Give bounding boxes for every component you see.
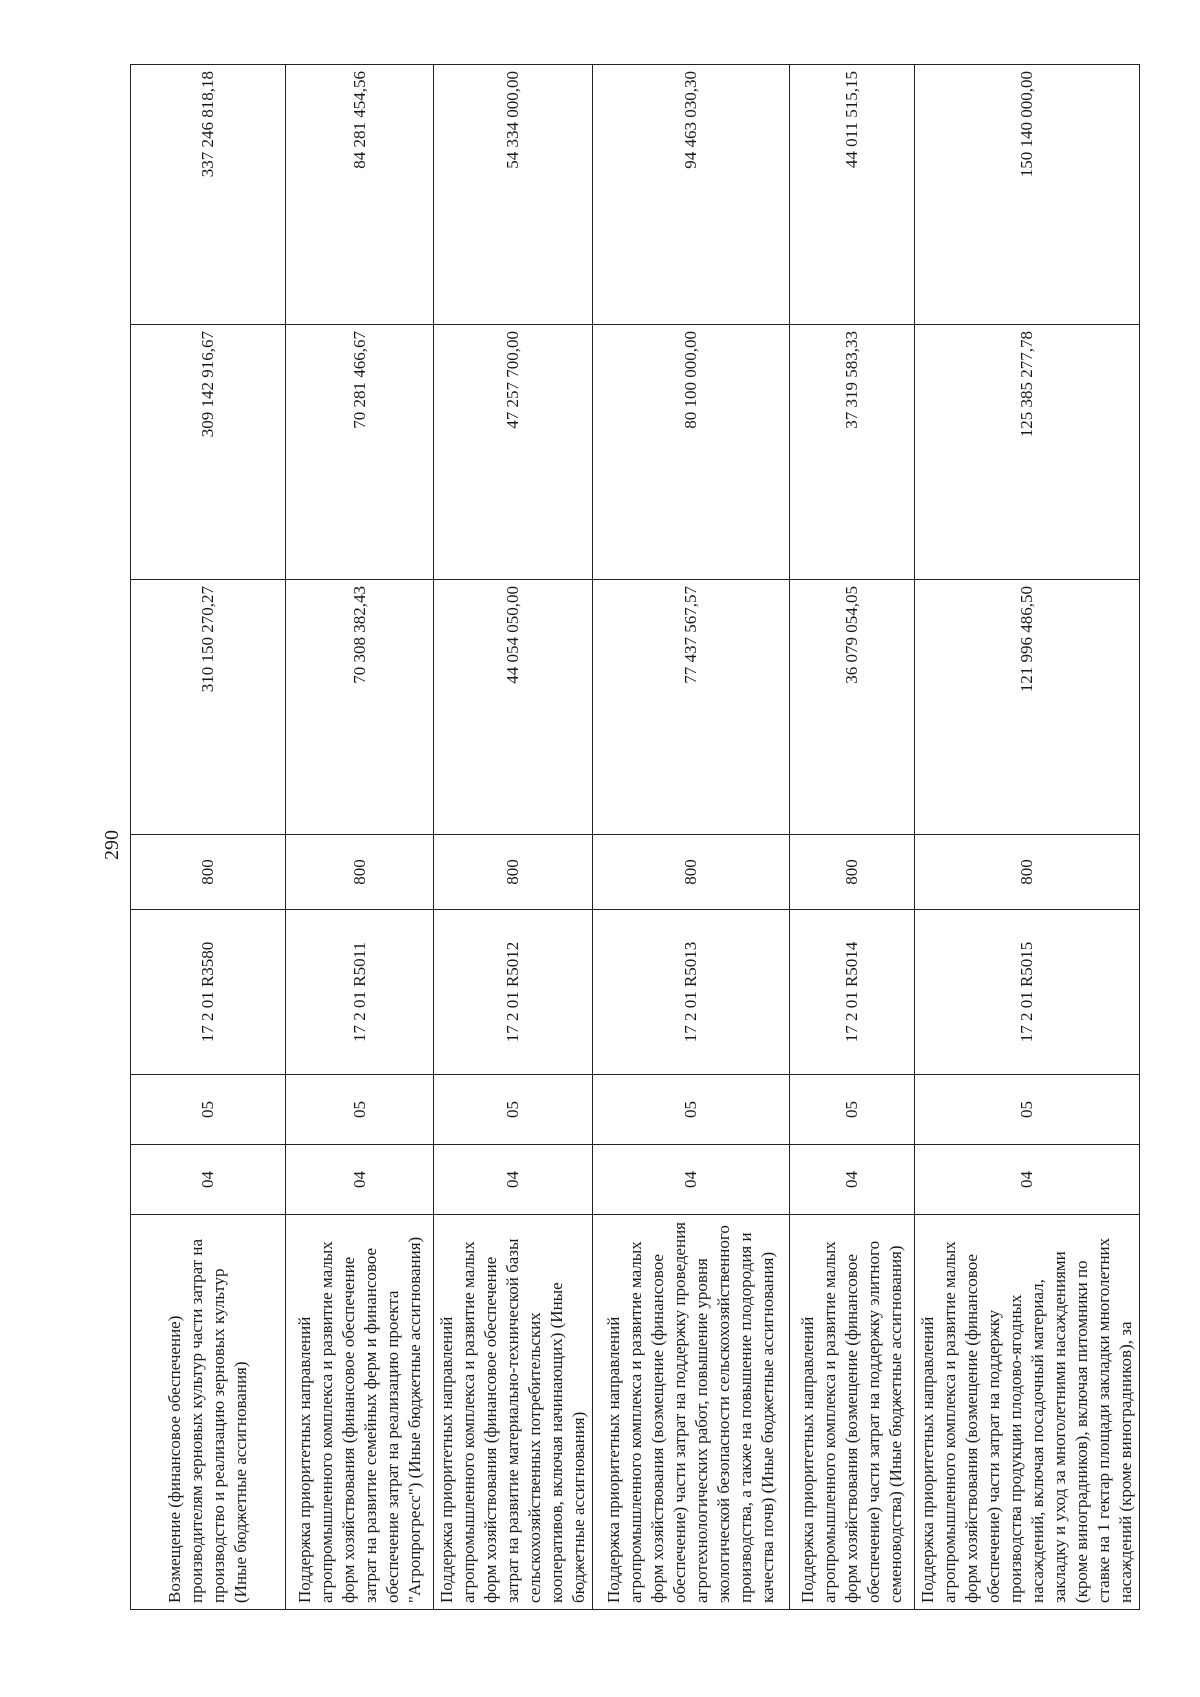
row-amount-1: 70 308 382,43 <box>286 580 434 835</box>
row-target-code: 17 2 01 R5013 <box>593 910 790 1075</box>
row-expense-type: 800 <box>790 835 915 910</box>
row-target-code: 17 2 01 R5015 <box>915 910 1140 1075</box>
row-amount-2: 309 142 916,67 <box>131 325 286 580</box>
row-section: 04 <box>434 1145 593 1215</box>
row-amount-2: 80 100 000,00 <box>593 325 790 580</box>
table-row <box>286 65 434 1610</box>
row-amount-3: 337 246 818,18 <box>131 65 286 325</box>
row-amount-3: 54 334 000,00 <box>434 65 593 325</box>
row-amount-3: 44 011 515,15 <box>790 65 915 325</box>
row-name: Поддержка приоритетных направлений агропромышленного комплекса и развитие малых форм хозяйствования (возмещение (финансовое обеспечение) части затрат на поддержку проведения агротехнологических работ, повышение уровня экологической безопасности сельскохозяйственного производства, а также на повышение плодородия и качества почв) (Иные бюджетные ассигнования) <box>593 1215 790 1610</box>
row-subsection: 05 <box>915 1075 1140 1145</box>
row-target-code: 17 2 01 R5012 <box>434 910 593 1075</box>
row-expense-type: 800 <box>286 835 434 910</box>
row-expense-type: 800 <box>593 835 790 910</box>
table-row <box>915 65 1140 1610</box>
row-subsection: 05 <box>593 1075 790 1145</box>
row-amount-2: 70 281 466,67 <box>286 325 434 580</box>
row-section: 04 <box>131 1145 286 1215</box>
rotated-table-wrapper <box>130 65 1135 1610</box>
table-row <box>593 65 790 1610</box>
budget-table <box>130 64 1140 1610</box>
row-section: 04 <box>593 1145 790 1215</box>
row-amount-1: 121 996 486,50 <box>915 580 1140 835</box>
page-number: 290 <box>101 830 123 860</box>
row-section: 04 <box>915 1145 1140 1215</box>
row-section: 04 <box>790 1145 915 1215</box>
row-amount-1: 36 079 054,05 <box>790 580 915 835</box>
row-expense-type: 800 <box>131 835 286 910</box>
row-amount-1: 77 437 567,57 <box>593 580 790 835</box>
row-name: Возмещение (финансовое обеспечение) производителям зерновых культур части затрат на производство и реализацию зерновых культур (Иные бюджетные ассигнования) <box>131 1215 286 1610</box>
row-name: Поддержка приоритетных направлений агропромышленного комплекса и развитие малых форм хозяйствования (возмещение (финансовое обеспечение) части затрат на поддержку элитного семеноводства) (Иные бюджетные ассигнования) <box>790 1215 915 1610</box>
row-amount-2: 37 319 583,33 <box>790 325 915 580</box>
row-name: Поддержка приоритетных направлений агропромышленного комплекса и развитие малых форм хозяйствования (финансовое обеспечение затрат на развитие семейных ферм и финансовое обеспечение затрат на реализацию проекта "Агропрогресс") (Иные бюджетные ассигнования) <box>286 1215 434 1610</box>
row-target-code: 17 2 01 R5011 <box>286 910 434 1075</box>
row-subsection: 05 <box>286 1075 434 1145</box>
row-name: Поддержка приоритетных направлений агропромышленного комплекса и развитие малых форм хозяйствования (финансовое обеспечение затрат на развитие материально-технической базы сельскохозяйственных потребительских кооперативов, включая начинающих) (Иные бюджетные ассигнования) <box>434 1215 593 1610</box>
row-amount-3: 84 281 454,56 <box>286 65 434 325</box>
row-amount-3: 94 463 030,30 <box>593 65 790 325</box>
row-name: Поддержка приоритетных направлений агропромышленного комплекса и развитие малых форм хозяйствования (возмещение (финансовое обеспечение) части затрат на поддержку производства продукции плодово-ягодных насаждений, включая посадочный материал, закладку и уход за многолетними насаждениями (кроме виноградников), включая питомники по ставке на 1 гектар площади закладки многолетних насаждений (кроме виноградников), за <box>915 1215 1140 1610</box>
row-amount-1: 310 150 270,27 <box>131 580 286 835</box>
row-section: 04 <box>286 1145 434 1215</box>
row-subsection: 05 <box>434 1075 593 1145</box>
row-target-code: 17 2 01 R3580 <box>131 910 286 1075</box>
table-row <box>434 65 593 1610</box>
row-amount-3: 150 140 000,00 <box>915 65 1140 325</box>
row-amount-1: 44 054 050,00 <box>434 580 593 835</box>
table-row <box>790 65 915 1610</box>
table-row <box>131 65 286 1610</box>
row-subsection: 05 <box>131 1075 286 1145</box>
row-expense-type: 800 <box>434 835 593 910</box>
row-target-code: 17 2 01 R5014 <box>790 910 915 1075</box>
row-subsection: 05 <box>790 1075 915 1145</box>
row-expense-type: 800 <box>915 835 1140 910</box>
row-amount-2: 47 257 700,00 <box>434 325 593 580</box>
row-amount-2: 125 385 277,78 <box>915 325 1140 580</box>
